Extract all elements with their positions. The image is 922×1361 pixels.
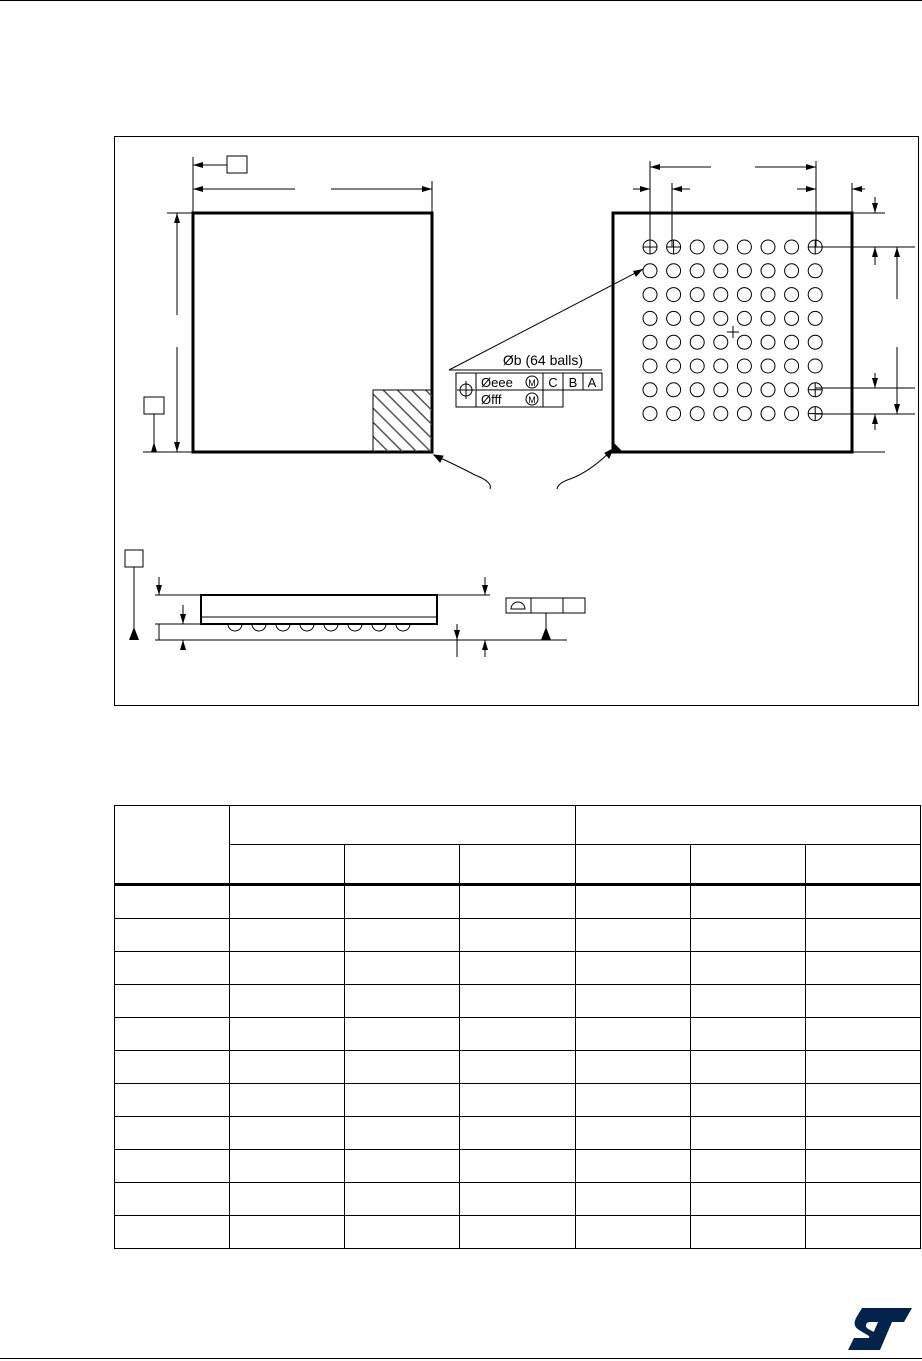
- table-cell: [230, 1150, 345, 1183]
- table-cell: [115, 919, 230, 952]
- table-cell: [345, 952, 460, 985]
- typ-header: [345, 845, 460, 885]
- solder-ball: [785, 359, 799, 373]
- solder-ball: [737, 240, 751, 254]
- solder-ball: [737, 264, 751, 278]
- table-cell: [345, 1084, 460, 1117]
- table-cell: [806, 885, 921, 919]
- solder-ball: [714, 407, 728, 421]
- solder-ball: [690, 288, 704, 302]
- solder-ball: [667, 288, 681, 302]
- solder-ball: [690, 407, 704, 421]
- table-cell: [691, 1018, 806, 1051]
- table-cell: [115, 985, 230, 1018]
- table-cell: [806, 1150, 921, 1183]
- bottom-view: [613, 161, 915, 452]
- solder-ball: [690, 240, 704, 254]
- table-cell: [576, 1018, 691, 1051]
- table-cell: [576, 1150, 691, 1183]
- table-cell: [115, 952, 230, 985]
- table-cell: [806, 1183, 921, 1216]
- table-cell: [460, 952, 576, 985]
- solder-ball: [714, 359, 728, 373]
- table-cell: [230, 952, 345, 985]
- modifier-m2: M: [528, 395, 536, 405]
- table-cell: [230, 1117, 345, 1150]
- table-cell: [460, 919, 576, 952]
- solder-ball: [737, 407, 751, 421]
- table-cell: [345, 1216, 460, 1249]
- table-cell: [115, 1117, 230, 1150]
- table-cell: [345, 1183, 460, 1216]
- table-cell: [806, 1051, 921, 1084]
- solder-ball: [690, 311, 704, 325]
- table-cell: [576, 1117, 691, 1150]
- solder-ball: [643, 383, 657, 397]
- solder-ball: [643, 407, 657, 421]
- table-row: [115, 1084, 921, 1117]
- side-solder-ball: [276, 624, 290, 631]
- table-cell: [576, 985, 691, 1018]
- table-cell: [691, 1117, 806, 1150]
- solder-ball: [667, 383, 681, 397]
- side-solder-ball: [372, 624, 386, 631]
- outline-svg: [115, 137, 920, 707]
- solder-ball: [714, 335, 728, 349]
- table-cell: [230, 1216, 345, 1249]
- table-cell: [691, 1051, 806, 1084]
- solder-ball: [737, 288, 751, 302]
- table-row: [115, 1150, 921, 1183]
- table-cell: [230, 1051, 345, 1084]
- table-cell: [576, 1183, 691, 1216]
- table-cell: [691, 885, 806, 919]
- table-cell: [345, 1018, 460, 1051]
- solder-ball: [761, 240, 775, 254]
- inches-group-header: [576, 806, 921, 845]
- tolerance-eee: Øeee: [481, 375, 513, 390]
- package-outline-drawing: [114, 136, 919, 706]
- solder-ball: [667, 407, 681, 421]
- table-cell: [345, 1051, 460, 1084]
- millimeters-group-header: [230, 806, 576, 845]
- table-cell: [345, 885, 460, 919]
- side-solder-ball: [252, 624, 266, 631]
- solder-ball: [690, 264, 704, 278]
- table-cell: [691, 1084, 806, 1117]
- solder-ball: [785, 240, 799, 254]
- table-cell: [806, 919, 921, 952]
- solder-ball: [785, 311, 799, 325]
- table-cell: [460, 1018, 576, 1051]
- solder-ball: [714, 264, 728, 278]
- side-solder-ball: [348, 624, 362, 631]
- solder-ball: [808, 311, 822, 325]
- solder-ball: [761, 264, 775, 278]
- datum-b: B: [568, 375, 578, 390]
- table-cell: [230, 985, 345, 1018]
- solder-ball: [785, 383, 799, 397]
- table-cell: [115, 885, 230, 919]
- table-row: [115, 1018, 921, 1051]
- solder-ball: [785, 407, 799, 421]
- solder-ball: [667, 359, 681, 373]
- table-cell: [806, 952, 921, 985]
- solder-ball: [761, 288, 775, 302]
- table-header-row: [115, 806, 921, 845]
- solder-ball: [667, 335, 681, 349]
- table-row: [115, 952, 921, 985]
- table-row: [115, 1051, 921, 1084]
- table-cell: [230, 1018, 345, 1051]
- table-cell: [230, 1183, 345, 1216]
- solder-ball: [761, 311, 775, 325]
- solder-ball: [761, 335, 775, 349]
- table-cell: [345, 1117, 460, 1150]
- table-body: [115, 885, 921, 1249]
- table-cell: [576, 885, 691, 919]
- table-row: [115, 985, 921, 1018]
- solder-ball: [714, 311, 728, 325]
- table-cell: [230, 1084, 345, 1117]
- table-cell: [345, 1150, 460, 1183]
- min-header: [576, 845, 691, 885]
- table-cell: [460, 1117, 576, 1150]
- side-balls: [228, 624, 410, 631]
- table-cell: [115, 1183, 230, 1216]
- solder-ball: [643, 335, 657, 349]
- solder-ball: [690, 359, 704, 373]
- table-cell: [691, 952, 806, 985]
- table-cell: [576, 919, 691, 952]
- solder-ball: [761, 383, 775, 397]
- header-rule: [0, 0, 922, 1]
- table-cell: [460, 1150, 576, 1183]
- table-cell: [806, 1216, 921, 1249]
- table-cell: [691, 1150, 806, 1183]
- table-cell: [806, 1084, 921, 1117]
- table-cell: [345, 919, 460, 952]
- solder-ball: [643, 311, 657, 325]
- solder-ball: [643, 288, 657, 302]
- solder-ball: [808, 264, 822, 278]
- modifier-m1: M: [528, 378, 536, 388]
- solder-ball: [690, 383, 704, 397]
- table-cell: [345, 985, 460, 1018]
- solder-ball: [643, 264, 657, 278]
- symbol-header-cell: [115, 806, 230, 885]
- st-logo: [848, 1308, 912, 1350]
- table-cell: [691, 985, 806, 1018]
- table-subheader-row: [115, 845, 921, 885]
- solder-ball: [690, 335, 704, 349]
- solder-ball: [785, 335, 799, 349]
- solder-ball: [737, 359, 751, 373]
- table-cell: [115, 1051, 230, 1084]
- solder-ball: [761, 407, 775, 421]
- min-header: [230, 845, 345, 885]
- table-cell: [115, 1150, 230, 1183]
- solder-ball: [714, 288, 728, 302]
- dimensions-table: [114, 805, 921, 1249]
- solder-ball: [737, 383, 751, 397]
- table-cell: [576, 1051, 691, 1084]
- datum-c: C: [548, 375, 558, 390]
- table-row: [115, 1117, 921, 1150]
- table-cell: [115, 1018, 230, 1051]
- table-cell: [230, 885, 345, 919]
- table-cell: [691, 919, 806, 952]
- table-cell: [460, 985, 576, 1018]
- table-cell: [230, 919, 345, 952]
- side-view: [125, 550, 585, 657]
- table-cell: [576, 952, 691, 985]
- tolerance-fff: Øfff: [481, 392, 502, 407]
- top-view: [143, 156, 432, 452]
- table-cell: [806, 1117, 921, 1150]
- table-cell: [460, 1051, 576, 1084]
- table-cell: [576, 1084, 691, 1117]
- table-cell: [115, 1084, 230, 1117]
- side-solder-ball: [228, 624, 242, 631]
- side-solder-ball: [324, 624, 338, 631]
- solder-ball: [785, 264, 799, 278]
- datum-a: A: [587, 375, 597, 390]
- solder-ball: [714, 383, 728, 397]
- max-header: [806, 845, 921, 885]
- solder-ball: [761, 359, 775, 373]
- table-row: [115, 1216, 921, 1249]
- solder-ball: [808, 288, 822, 302]
- solder-ball: [667, 264, 681, 278]
- table-cell: [115, 1216, 230, 1249]
- table-cell: [806, 985, 921, 1018]
- side-solder-ball: [396, 624, 410, 631]
- table-row: [115, 1183, 921, 1216]
- solder-ball: [808, 359, 822, 373]
- ball-callout: Øb (64 balls): [502, 352, 584, 368]
- table-cell: [691, 1183, 806, 1216]
- table-cell: [460, 885, 576, 919]
- table-cell: [806, 1018, 921, 1051]
- table-cell: [460, 1183, 576, 1216]
- footer-rule: [0, 1358, 922, 1359]
- table-cell: [691, 1216, 806, 1249]
- corner-leaders: [434, 449, 613, 489]
- table-cell: [460, 1084, 576, 1117]
- max-header: [460, 845, 576, 885]
- solder-ball: [808, 335, 822, 349]
- table-row: [115, 885, 921, 919]
- solder-ball: [643, 359, 657, 373]
- table-cell: [460, 1216, 576, 1249]
- solder-ball: [785, 288, 799, 302]
- solder-ball: [714, 240, 728, 254]
- solder-ball: [667, 311, 681, 325]
- typ-header: [691, 845, 806, 885]
- solder-ball: [737, 335, 751, 349]
- solder-ball: [737, 311, 751, 325]
- table-cell: [576, 1216, 691, 1249]
- table-row: [115, 919, 921, 952]
- side-solder-ball: [300, 624, 314, 631]
